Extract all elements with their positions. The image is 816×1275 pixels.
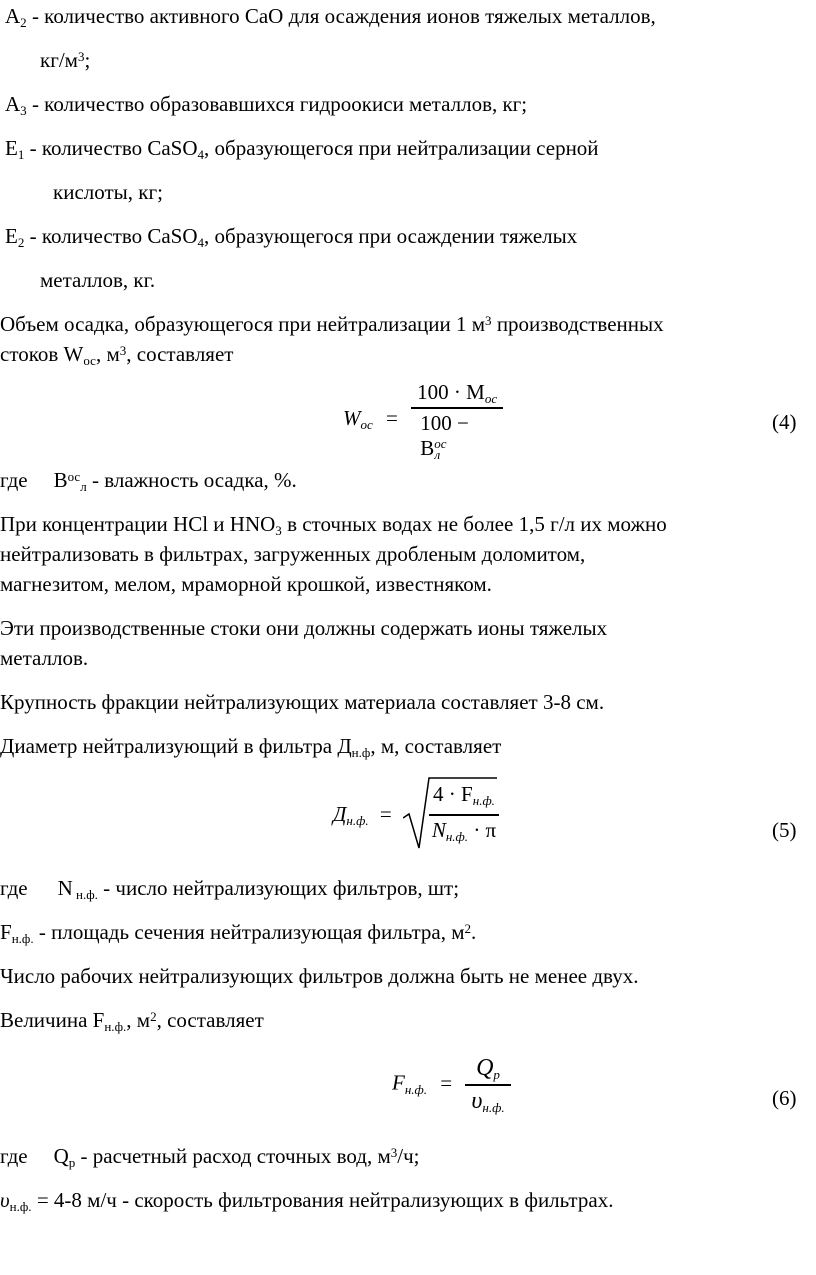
where-5: где N $_{н.ф.}$ - число нейтрализующих фильтров, шт; [0,876,460,903]
formula-4: $W_{ос}$ = $\frac{100 \cdot M_{ос}}{100 - B^{ос}_л}$ [343,380,503,461]
para-conc-line2: нейтрализовать в фильтрах, загруженных дробленым доломитом, [0,542,586,566]
where-6: где $Q_р$ - расчетный расход сточных вод, $м^3/ч$; [0,1144,420,1171]
def-a3-line: $A_3$ - количество образовавшихся гидроокиси металлов, кг; [5,92,528,119]
formula-4-number: (4) [772,410,797,434]
para-diameter: Диаметр нейтрализующий в фильтра $Д_{н.ф}$, м, составляет [0,734,502,761]
formula-5-number: (5) [772,818,797,842]
def-e2-line: $E_2$ - количество CaSO$_4$, образующегося при осаждении тяжелых [5,224,578,251]
def-e2-cont: металлов, кг. [40,268,156,292]
para-conc-line1: При концентрации HCl и $HNO_3$ в сточных водах не более 1,5 г/л их можно [0,512,667,539]
para-value: Величина $F_{н.ф.}$, $м^2$, составляет [0,1008,264,1035]
def-a2-unit: $кг/м^3$; [40,48,91,72]
def-a2-line: $A_2$ - количество активного CaO для осаждения ионов тяжелых металлов, [5,4,656,31]
where-4: где $B^{ос}_л$ - влажность осадка, %. [0,468,297,495]
para-stocks-line2: металлов. [0,646,89,670]
document-page: $A_2$ - количество активного CaO для осаждения ионов тяжелых металлов, $кг/м^3$; $A_3$ - количество образовавшихся гидроокиси металлов, кг; $E_1$ - количество CaSO$_4$, образующегося при нейтрализации серной кислоты, кг; $E_2$ - количество CaSO$_4$, образующегося при осаждении тяжелых металлов, кг. Объем осадка, образующегося при нейтрализации 1 $м^3$ производственных стоков $W_{ос}$, $м^3$, составляет $W_{ос}$ = $\frac{100 \cdot M_{ос}}{100 - B^{ос}_л}$ (4) где $B^{ос}_л$ - влажность осадка, %. При концентрации HCl и $HNO_3$ в сточных водах не более 1,5 г/л их можно нейтрализовать в фильтрах, загруженных дробленым доломитом, магнезитом, мелом, мраморной крошкой, известняком. Эти производственные стоки они должны содержать ионы тяжелых металлов. Крупность фракции нейтрализующих материала составляет 3-8 см. Диаметр нейтрализующий в фильтра $Д_{н.ф}$, м, составляет $Д_{н.ф.}$ = $4 \cdot F_{н.ф.}$ $N_{н.ф.} \cdot \pi$ (5) где N $_{н.ф.}$ - число нейтрализующих фильтров, шт; $F_{н.ф.}$ - площадь сечения нейтрализующая фильтра, $м^2$. Число рабочих нейтрализующих фильтров должна быть не менее двух. Величина $F_{н.ф.}$, $м^2$, составляет $F_{н.ф.}$ = $\frac{Q_р}{\upsilon_{н.ф.}}$ (6) где $Q_р$ - расчетный расход сточных вод, $м^3/ч$; $\upsilon_{н.ф.} = 4-8$ м/ч - скорость фильтрования нейтрализующих в фильтрах. [0,4,797,1215]
para-stocks-line1: Эти производственные стоки они должны содержать ионы тяжелых [0,616,608,640]
para-volume-line1: Объем осадка, образующегося при нейтрализации 1 $м^3$ производственных [0,312,664,336]
def-e1-line: $E_1$ - количество CaSO$_4$, образующегося при нейтрализации серной [5,136,599,163]
def-f: $F_{н.ф.}$ - площадь сечения нейтрализующая фильтра, $м^2$. [0,920,477,947]
para-volume-line2: стоков $W_{ос}$, $м^3$, составляет [0,342,234,369]
formula-6-number: (6) [772,1086,797,1110]
def-e1-cont: кислоты, кг; [53,180,163,204]
formula-6: $F_{н.ф.}$ = $\frac{Q_р}{\upsilon_{н.ф.}}$ [392,1055,511,1115]
def-speed: $\upsilon_{н.ф.} = 4-8$ м/ч - скорость фильтрования нейтрализующих в фильтрах. [0,1188,614,1215]
para-conc-line3: магнезитом, мелом, мраморной крошкой, известняком. [0,572,492,596]
para-number: Число рабочих нейтрализующих фильтров должна быть не менее двух. [0,964,639,988]
para-fraction: Крупность фракции нейтрализующих материала составляет 3-8 см. [0,690,605,714]
